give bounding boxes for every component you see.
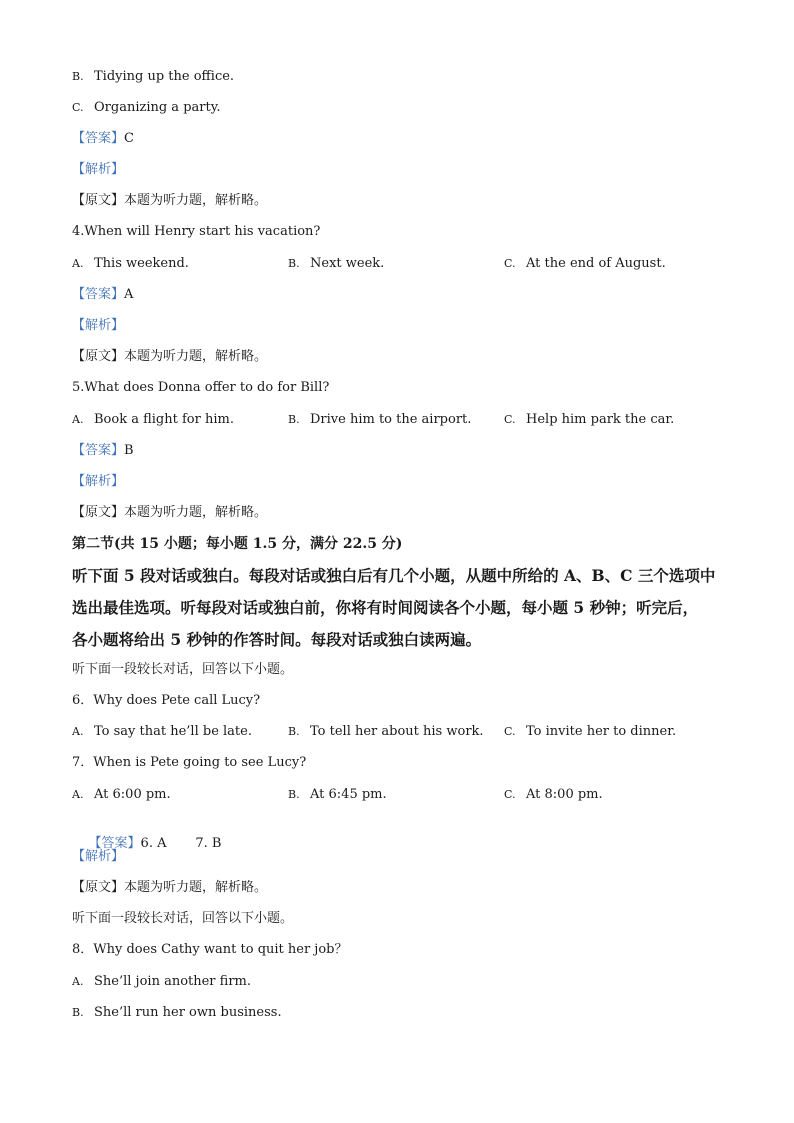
option-text: At 6:00 pm. bbox=[94, 787, 171, 802]
q5-option-c bbox=[504, 411, 674, 429]
option-key: B. bbox=[72, 1006, 84, 1019]
q3-analysis-label: 【解析】 bbox=[72, 162, 125, 177]
option-text: To say that he’ll be late. bbox=[94, 724, 252, 739]
dialog-8-intro: 听下面一段较长对话，回答以下小题。 bbox=[72, 911, 294, 926]
option-text: Tidying up the office. bbox=[94, 69, 235, 84]
answer-label: 【答案】 bbox=[72, 131, 125, 146]
option-key: A. bbox=[72, 975, 84, 988]
answer-label: 【答案】 bbox=[88, 836, 141, 851]
section-2-instruction-line-3: 各小题将给出 5 秒钟的作答时间。每段对话或独白读两遍。 bbox=[72, 630, 482, 649]
option-key: B. bbox=[72, 70, 84, 83]
section-2-instruction-line-2: 选出最佳选项。听每段对话或独白前，你将有时间阅读各个小题，每小题 5 秒钟；听完后， bbox=[72, 598, 699, 617]
question-7: 7．When is Pete going to see Lucy? bbox=[72, 755, 307, 770]
section-2-instruction-line-1: 听下面 5 段对话或独白。每段对话或独白后有几个小题，从题中所给的 A、B、C 三个选项中 bbox=[72, 566, 716, 585]
q4-option-c bbox=[504, 255, 666, 273]
q3-source-note: 【原文】本题为听力题，解析略。 bbox=[72, 193, 268, 208]
answer-value: B bbox=[124, 443, 134, 458]
option-text: Organizing a party. bbox=[94, 100, 221, 115]
question-4: 4.When will Henry start his vacation? bbox=[72, 224, 321, 239]
option-text: Help him park the car. bbox=[526, 412, 675, 427]
answer-label: 【答案】 bbox=[72, 443, 125, 458]
q5-analysis-label: 【解析】 bbox=[72, 474, 125, 489]
option-key: B. bbox=[288, 413, 300, 426]
q8-option-a bbox=[72, 973, 251, 991]
option-key: A. bbox=[72, 413, 84, 426]
q5-answer bbox=[72, 442, 134, 460]
q7-option-b bbox=[288, 786, 387, 804]
q5-option-b bbox=[288, 411, 471, 429]
option-key: B. bbox=[288, 788, 300, 801]
q4-answer bbox=[72, 286, 133, 304]
option-key: B. bbox=[288, 725, 300, 738]
option-key: C. bbox=[72, 101, 84, 114]
option-key: B. bbox=[288, 257, 300, 270]
q4-analysis-label: 【解析】 bbox=[72, 318, 125, 333]
question-5: 5.What does Donna offer to do for Bill? bbox=[72, 380, 330, 395]
q6-option-c bbox=[504, 723, 676, 741]
q6-7-analysis-label: 【解析】 bbox=[72, 849, 125, 864]
option-key: C. bbox=[504, 413, 516, 426]
q7-option-c bbox=[504, 786, 603, 804]
question-8: 8．Why does Cathy want to quit her job？ bbox=[72, 942, 348, 957]
option-text: To invite her to dinner. bbox=[526, 724, 677, 739]
answer-value: A bbox=[124, 287, 134, 302]
option-key: A. bbox=[72, 788, 84, 801]
q3-option-c bbox=[72, 99, 220, 117]
option-text: At 6:45 pm. bbox=[310, 787, 387, 802]
option-text: Book a flight for him. bbox=[94, 412, 234, 427]
q4-option-b bbox=[288, 255, 384, 273]
answer-label: 【答案】 bbox=[72, 287, 125, 302]
option-key: C. bbox=[504, 725, 516, 738]
option-text: At 8:00 pm. bbox=[526, 787, 603, 802]
q6-option-a bbox=[72, 723, 252, 741]
option-text: Next week. bbox=[310, 256, 385, 271]
option-key: A. bbox=[72, 725, 84, 738]
answer-value: C bbox=[124, 131, 134, 146]
option-key: A. bbox=[72, 257, 84, 270]
q3-option-b bbox=[72, 68, 234, 86]
option-key: C. bbox=[504, 788, 516, 801]
answer-value: 6. A 7. B bbox=[140, 836, 222, 851]
option-text: She’ll join another firm. bbox=[94, 974, 252, 989]
option-text: Drive him to the airport. bbox=[310, 412, 472, 427]
q4-source-note: 【原文】本题为听力题，解析略。 bbox=[72, 349, 268, 364]
q5-source-note: 【原文】本题为听力题，解析略。 bbox=[72, 505, 268, 520]
section-2-title: 第二节(共 15 小题；每小题 1.5 分，满分 22.5 分) bbox=[72, 536, 403, 552]
q8-option-b bbox=[72, 1004, 282, 1022]
option-key: C. bbox=[504, 257, 516, 270]
option-text: She’ll run her own business. bbox=[94, 1005, 282, 1020]
q5-option-a bbox=[72, 411, 234, 429]
q4-option-a bbox=[72, 255, 189, 273]
option-text: At the end of August. bbox=[526, 256, 666, 271]
option-text: This weekend. bbox=[94, 256, 189, 271]
question-6: 6．Why does Pete call Lucy? bbox=[72, 693, 261, 708]
q6-option-b bbox=[288, 723, 484, 741]
q7-option-a bbox=[72, 786, 171, 804]
option-text: To tell her about his work. bbox=[310, 724, 484, 739]
q3-answer bbox=[72, 130, 134, 148]
dialog-6-intro: 听下面一段较长对话，回答以下小题。 bbox=[72, 662, 294, 677]
q6-7-source-note: 【原文】本题为听力题，解析略。 bbox=[72, 880, 268, 895]
